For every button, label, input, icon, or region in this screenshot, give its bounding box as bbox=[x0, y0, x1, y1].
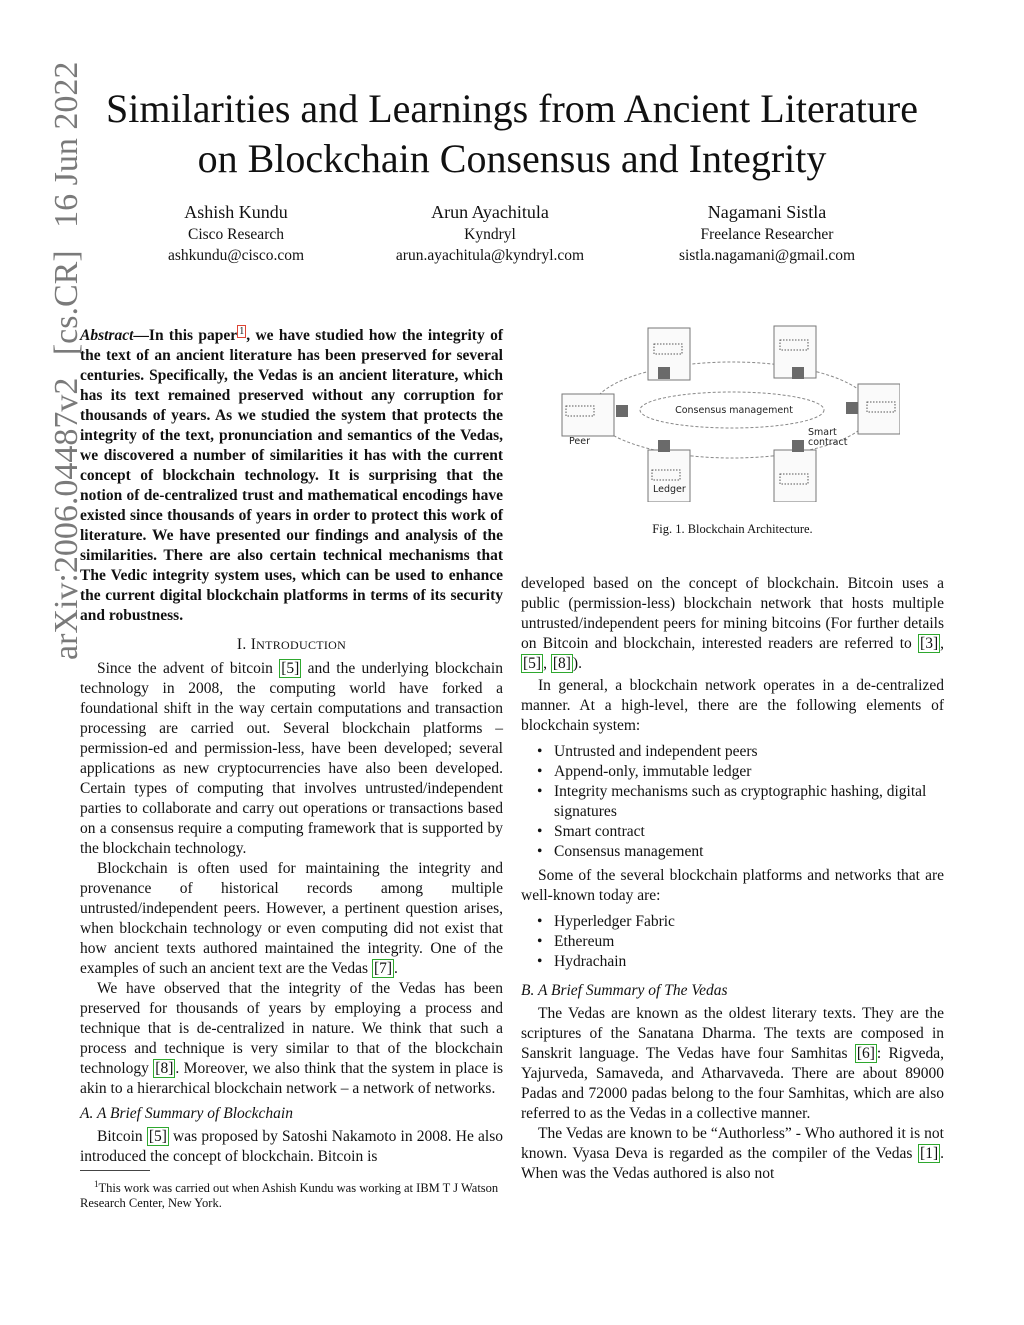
arxiv-id-number: arXiv:2006.04487v2 bbox=[48, 377, 85, 660]
text: was proposed by Satoshi Nakamoto in 2008. He also introduced the concept of blockchain. Bitcoin is bbox=[80, 1128, 503, 1166]
list-item: • Hyperledger Fabric bbox=[521, 912, 944, 932]
list-item: • Consensus management bbox=[521, 842, 944, 862]
text: , bbox=[940, 635, 944, 652]
list-item: • Integrity mechanisms such as cryptographic hashing, digital signatures bbox=[521, 782, 944, 822]
footnote bbox=[80, 1170, 503, 1211]
author-2 bbox=[360, 200, 620, 266]
text: . When was the Vedas authored is also not bbox=[521, 1145, 944, 1182]
list-item: • Hydrachain bbox=[521, 952, 944, 972]
section-number: I. bbox=[236, 636, 247, 654]
contract-label: contract bbox=[808, 437, 848, 448]
text: Since the advent of bitcoin bbox=[97, 660, 280, 678]
list-item: • Smart contract bbox=[521, 822, 944, 842]
text: ). bbox=[572, 655, 582, 672]
text: : Rigveda, Yajurveda, Samaveda, and Atharvaveda. There are about 89000 Padas and 72000 padas belong to the four Samhitas, which are also referred to as the Vedas in a collective manner. bbox=[521, 1045, 944, 1122]
citation-link[interactable]: [5] bbox=[281, 660, 300, 678]
text: The Vedas are known as the oldest literary texts. They are the scriptures of the Sanatana Dharma. The texts are composed in Sanskrit language. The Vedas have four Samhitas bbox=[521, 1005, 944, 1062]
subsection-heading-blockchain: A. A Brief Summary of Blockchain bbox=[80, 1105, 293, 1123]
peer-node-left bbox=[562, 394, 628, 436]
author-name: Nagamani Sistla bbox=[707, 202, 827, 222]
intro-paragraph-1 bbox=[80, 659, 503, 859]
citation-link[interactable]: [8] bbox=[552, 655, 571, 672]
title-line-1: Similarities and Learnings from Ancient Literature bbox=[106, 86, 918, 131]
abstract-text-start: In this paper bbox=[148, 327, 238, 345]
right-column bbox=[521, 574, 944, 1184]
citation-link[interactable]: [6] bbox=[856, 1045, 875, 1062]
subsection-heading-vedas: B. A Brief Summary of The Vedas bbox=[521, 982, 728, 999]
text: and the underlying blockchain technology in 2008, the computing world have forked a foundational shift in the way certain computations and transaction processing are carried out. Several blockchain platforms – permission-ed and permission-less, have been developed; several applications as new cryptocurrencies have also been developed. Certain types of computing that involves untrusted/independent parties to collaborate and carry out operations or transactions based on a consensus require a computing framework that is supported by the blockchain technology. bbox=[80, 660, 503, 858]
right-paragraph-1 bbox=[521, 574, 944, 674]
ledger-label: Ledger bbox=[653, 484, 686, 495]
right-paragraph-3: Some of the several blockchain platforms and networks that are well-known today are: bbox=[521, 867, 944, 904]
arxiv-date: 16 Jun 2022 bbox=[48, 61, 85, 228]
smart-label: Smart bbox=[808, 427, 837, 438]
section-title-initial: I bbox=[250, 636, 257, 654]
abstract-dash: — bbox=[133, 327, 149, 345]
blockchain-architecture-figure bbox=[560, 322, 900, 502]
author-name: Arun Ayachitula bbox=[431, 202, 549, 222]
author-3 bbox=[637, 200, 897, 266]
author-name: Ashish Kundu bbox=[184, 202, 288, 222]
peer-node-bottom-right bbox=[774, 440, 816, 502]
section-title-rest: NTRODUCTION bbox=[256, 638, 347, 653]
list-item: • Untrusted and independent peers bbox=[521, 742, 944, 762]
blockchain-paragraph bbox=[80, 1127, 503, 1167]
list-item: • Ethereum bbox=[521, 932, 944, 952]
text: developed based on the concept of blockchain. Bitcoin uses a public (permission-less) blockchain network that hosts multiple untrusted/independent peers for mining bitcoins (For further details on Bitcoin and blockchain, interested readers are referred to bbox=[521, 575, 944, 652]
section-heading-introduction bbox=[80, 636, 503, 654]
abstract bbox=[80, 322, 503, 626]
abstract-text: , we have studied how the integrity of the text of an ancient literature has been preserved for several centuries. Specifically, the Vedas is an ancient literature, which has its text remained preserved without any corruption for thousands of years. As we studied the system that protects the integrity of the text, pronunciation and semantics of the Vedas, we discovered a number of similarities it has with the current concept of blockchain technology. It is surprising that the notion of de-centralized trust and mathematical encodings have existed since thousands of years in order to protect this work of literature. We have presented our findings and analysis of the similarities. There are also certain technical mechanisms that The Vedic integrity system uses, which can be used to enhance the current digital blockchain platforms in terms of its security and robustness. bbox=[80, 327, 503, 625]
text: . Moreover, we also think that the system in place is akin to a hierarchical blockchain network – a network of networks. bbox=[80, 1060, 503, 1098]
citation-link[interactable]: [5] bbox=[523, 655, 542, 672]
footnote-rule bbox=[80, 1170, 150, 1171]
footnote-text: This work was carried out when Ashish Kundu was working at IBM T J Watson Research Center, New York. bbox=[80, 1181, 499, 1211]
vedas-paragraph-2 bbox=[521, 1124, 944, 1184]
author-affiliation: Freelance Researcher bbox=[700, 226, 834, 243]
author-email: ashkundu@cisco.com bbox=[167, 247, 305, 264]
citation-link[interactable]: [1] bbox=[920, 1145, 939, 1162]
list-item: • Append-only, immutable ledger bbox=[521, 762, 944, 782]
intro-paragraph-3 bbox=[80, 979, 503, 1099]
blockchain-elements-list bbox=[521, 742, 944, 862]
author-1 bbox=[106, 200, 366, 266]
text: Bitcoin bbox=[97, 1128, 147, 1146]
peer-node-top-left bbox=[648, 328, 690, 380]
abstract-label: Abstract bbox=[80, 327, 134, 345]
peer-label: Peer bbox=[569, 436, 590, 447]
text: , bbox=[543, 655, 551, 672]
text: . bbox=[394, 960, 398, 978]
right-paragraph-2: In general, a blockchain network operates in a de-centralized manner. At a high-level, there are the following elements of blockchain system: bbox=[521, 677, 944, 734]
author-affiliation: Kyndryl bbox=[464, 226, 516, 243]
footnote-mark: 1 bbox=[94, 1179, 99, 1189]
intro-paragraph-2 bbox=[80, 859, 503, 979]
citation-link[interactable]: [7] bbox=[373, 960, 393, 978]
title-line-2: on Blockchain Consensus and Integrity bbox=[197, 136, 827, 181]
peer-node-top-right bbox=[774, 326, 816, 379]
consensus-label: Consensus management bbox=[675, 405, 793, 416]
citation-link[interactable]: [5] bbox=[148, 1128, 167, 1146]
peer-node-right bbox=[846, 384, 900, 434]
paper-title bbox=[60, 84, 964, 184]
text: We have observed that the integrity of the Vedas has been preserved for thousands of years by employing a process and technique that is de-centralized in nature. We think that such a process and technique is very similar to that of the blockchain technology bbox=[80, 980, 503, 1078]
platforms-list bbox=[521, 912, 944, 972]
text: The Vedas are known to be “Authorless” - Who authored it is not known. Vyasa Deva is regarded as the compiler of the Vedas bbox=[521, 1125, 944, 1162]
figure-caption: Fig. 1. Blockchain Architecture. bbox=[652, 522, 813, 536]
author-affiliation: Cisco Research bbox=[188, 226, 284, 243]
citation-link[interactable]: [3] bbox=[920, 635, 939, 652]
text: Blockchain is often used for maintaining the integrity and provenance of historical records among multiple untrusted/independent peers. However, a pertinent question arises, when blockchain technology or even computing did not exist that how ancient texts authored maintained the integrity. One of the examples of such an ancient text are the Vedas bbox=[80, 860, 503, 978]
author-email: sistla.nagamani@gmail.com bbox=[678, 247, 856, 264]
citation-link[interactable]: [8] bbox=[155, 1060, 174, 1078]
author-email: arun.ayachitula@kyndryl.com bbox=[395, 247, 585, 264]
arxiv-category: [cs.CR] bbox=[48, 250, 85, 356]
vedas-paragraph-1 bbox=[521, 1004, 944, 1124]
left-column bbox=[80, 322, 503, 1167]
footnote-link[interactable]: 1 bbox=[239, 326, 245, 337]
